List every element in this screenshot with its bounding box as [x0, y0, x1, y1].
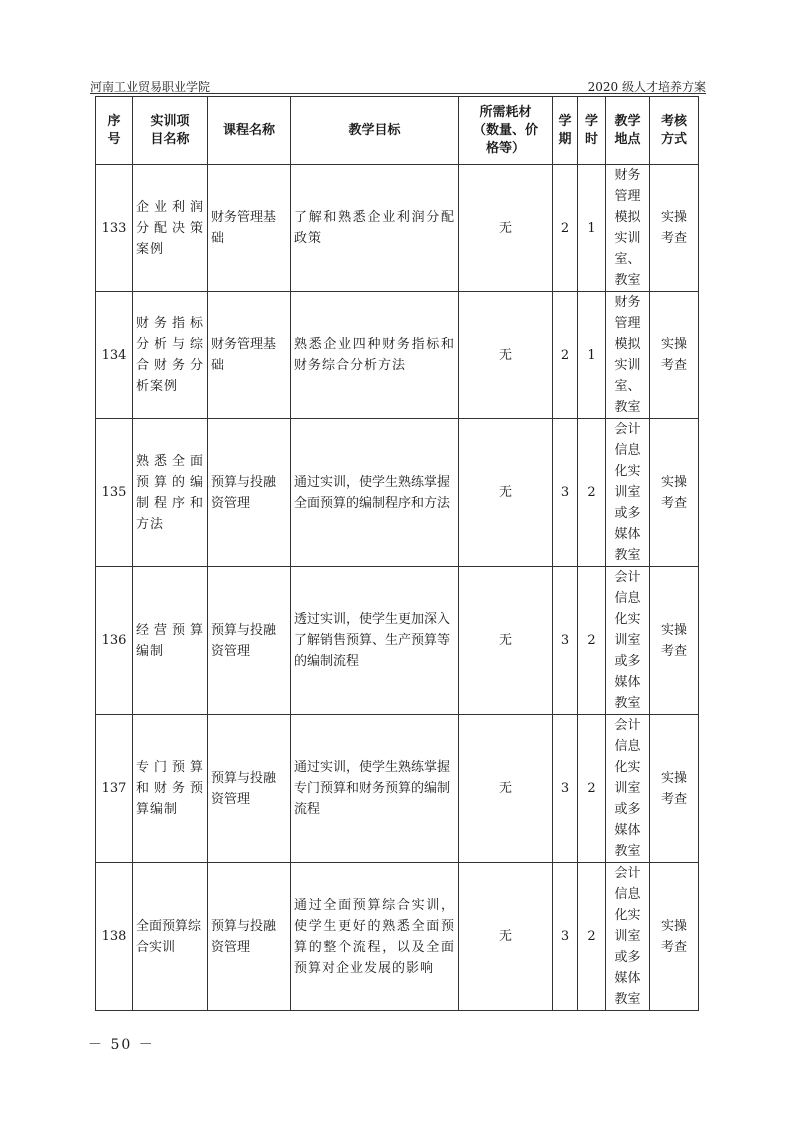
cell-hours: 2	[578, 863, 606, 1011]
table-row	[96, 715, 699, 863]
cell-assessment: 实操考查	[650, 567, 699, 715]
cell-course: 预算与投融资管理	[208, 567, 291, 715]
cell-materials: 无	[459, 715, 553, 863]
cell-term: 3	[553, 567, 578, 715]
col-header-project: 实训项目名称	[133, 97, 208, 165]
cell-course: 预算与投融资管理	[208, 419, 291, 567]
cell-location: 财务管理模拟实训室、教室	[606, 165, 650, 292]
col-header-hours: 学时	[578, 97, 606, 165]
cell-course: 预算与投融资管理	[208, 863, 291, 1011]
cell-assessment: 实操考查	[650, 419, 699, 567]
cell-goal: 透过实训，使学生更加深入了解销售预算、生产预算等的编制流程	[291, 567, 459, 715]
cell-project: 熟悉全面预算的编制程序和方法	[133, 419, 208, 567]
table-header-row	[96, 97, 699, 165]
col-header-no: 序号	[96, 97, 133, 165]
table-row	[96, 567, 699, 715]
cell-goal: 熟悉企业四种财务指标和财务综合分析方法	[291, 292, 459, 419]
cell-term: 3	[553, 863, 578, 1011]
cell-goal: 通过实训，使学生熟练掌握全面预算的编制程序和方法	[291, 419, 459, 567]
col-header-location: 教学地点	[606, 97, 650, 165]
cell-assessment: 实操考查	[650, 715, 699, 863]
col-header-assessment: 考核方式	[650, 97, 699, 165]
cell-goal: 通过全面预算综合实训，使学生更好的熟悉全面预算的整个流程，以及全面预算对企业发展的影响	[291, 863, 459, 1011]
cell-no: 137	[96, 715, 133, 863]
cell-location: 会计信息化实训室或多媒体教室	[606, 419, 650, 567]
cell-no: 138	[96, 863, 133, 1011]
header-divider	[90, 93, 706, 94]
cell-location: 会计信息化实训室或多媒体教室	[606, 567, 650, 715]
plan-title: 2020 级人才培养方案	[587, 80, 706, 94]
cell-hours: 2	[578, 419, 606, 567]
cell-hours: 2	[578, 567, 606, 715]
cell-materials: 无	[459, 292, 553, 419]
cell-materials: 无	[459, 419, 553, 567]
cell-goal: 了解和熟悉企业利润分配政策	[291, 165, 459, 292]
cell-location: 会计信息化实训室或多媒体教室	[606, 715, 650, 863]
training-table	[95, 96, 699, 1011]
cell-no: 134	[96, 292, 133, 419]
cell-no: 133	[96, 165, 133, 292]
cell-assessment: 实操考查	[650, 863, 699, 1011]
cell-materials: 无	[459, 165, 553, 292]
cell-term: 2	[553, 292, 578, 419]
col-header-term: 学期	[553, 97, 578, 165]
table-row	[96, 165, 699, 292]
col-header-goal: 教学目标	[291, 97, 459, 165]
cell-term: 3	[553, 715, 578, 863]
cell-materials: 无	[459, 567, 553, 715]
cell-term: 2	[553, 165, 578, 292]
cell-hours: 2	[578, 715, 606, 863]
cell-project: 企业利润分配决策案例	[133, 165, 208, 292]
cell-project: 财务指标分析与综合财务分析案例	[133, 292, 208, 419]
cell-assessment: 实操考查	[650, 292, 699, 419]
table-row	[96, 863, 699, 1011]
cell-project: 经营预算编制	[133, 567, 208, 715]
col-header-materials: 所需耗材（数量、价格等）	[459, 97, 553, 165]
cell-project: 专门预算和财务预算编制	[133, 715, 208, 863]
cell-goal: 通过实训，使学生熟练掌握专门预算和财务预算的编制流程	[291, 715, 459, 863]
cell-materials: 无	[459, 863, 553, 1011]
school-name: 河南工业贸易职业学院	[90, 80, 211, 94]
cell-no: 136	[96, 567, 133, 715]
cell-hours: 1	[578, 292, 606, 419]
cell-assessment: 实操考查	[650, 165, 699, 292]
cell-location: 会计信息化实训室或多媒体教室	[606, 863, 650, 1011]
cell-hours: 1	[578, 165, 606, 292]
cell-location: 财务管理模拟实训室、教室	[606, 292, 650, 419]
cell-term: 3	[553, 419, 578, 567]
table-row	[96, 292, 699, 419]
cell-project: 全面预算综合实训	[133, 863, 208, 1011]
cell-no: 135	[96, 419, 133, 567]
cell-course: 预算与投融资管理	[208, 715, 291, 863]
table-row	[96, 419, 699, 567]
cell-course: 财务管理基础	[208, 165, 291, 292]
col-header-course: 课程名称	[208, 97, 291, 165]
page-number: － 50 －	[88, 1037, 155, 1053]
cell-course: 财务管理基础	[208, 292, 291, 419]
page-header	[90, 74, 706, 94]
